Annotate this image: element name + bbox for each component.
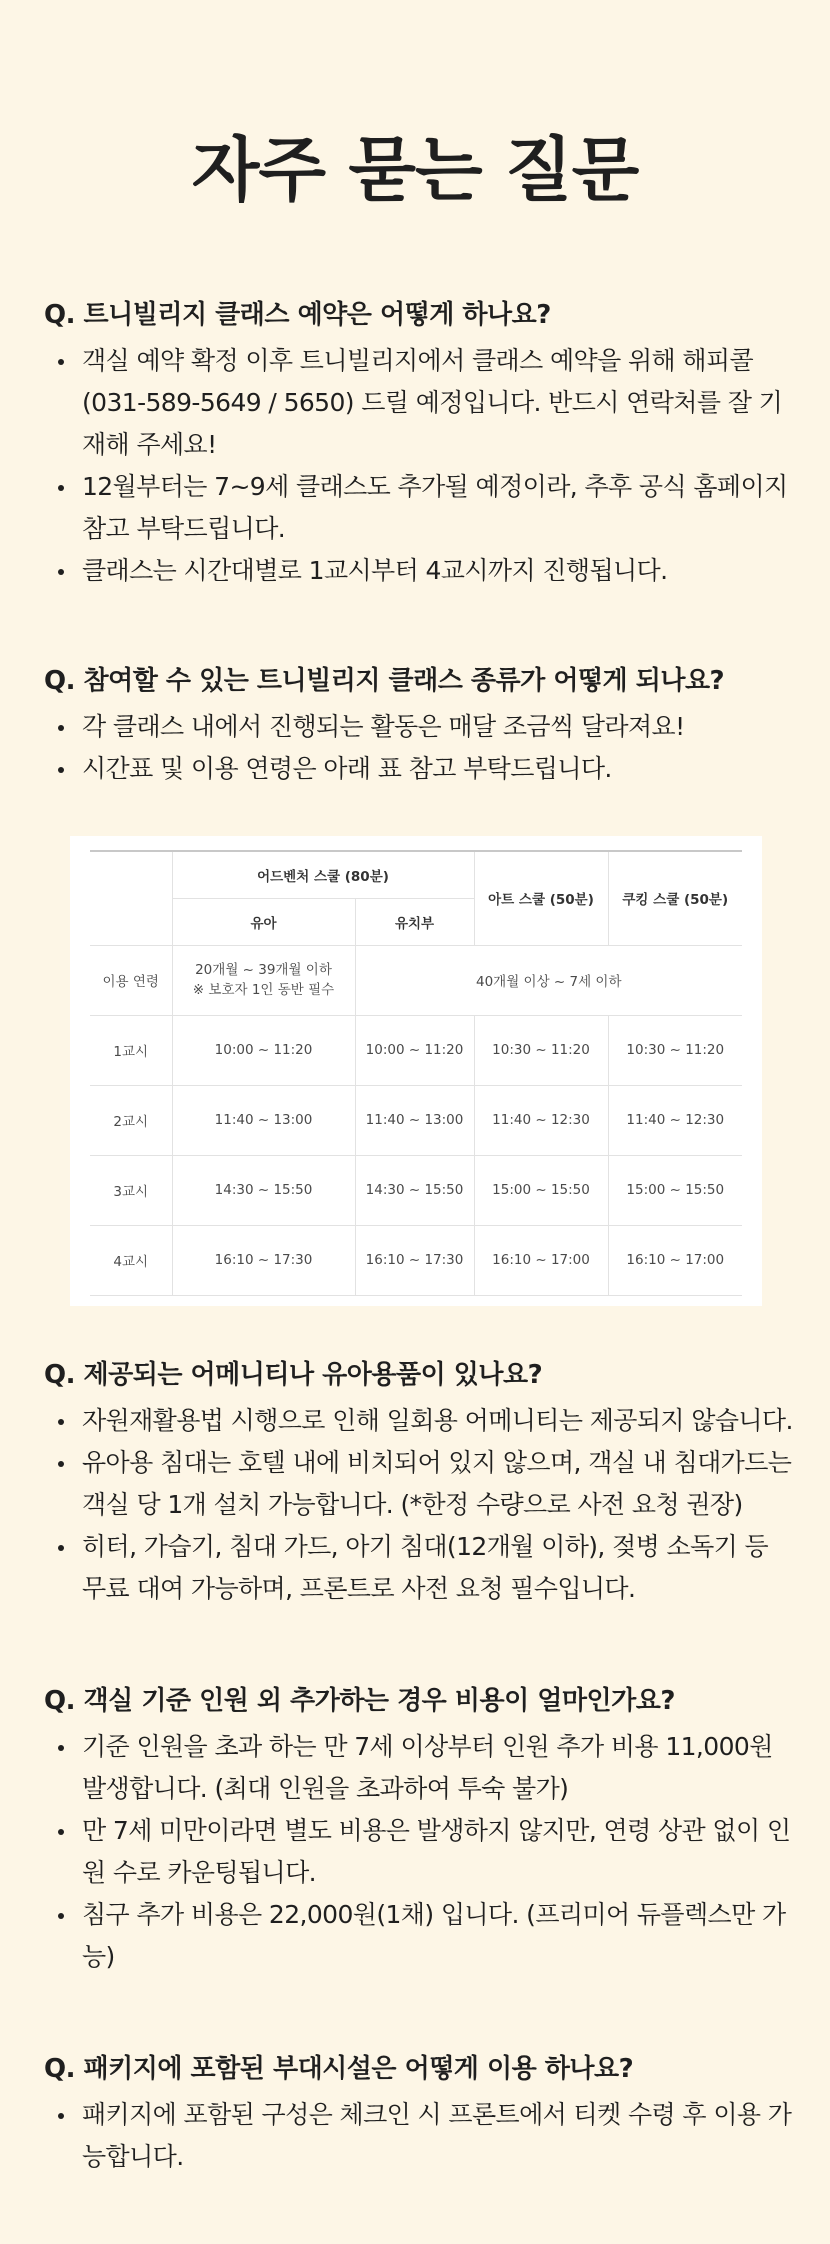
- faq-answer: 패키지에 포함된 구성은 체크인 시 프론트에서 티켓 수령 후 이용 가능합니다.: [44, 2094, 794, 2178]
- faq-answer: 유아용 침대는 호텔 내에 비치되어 있지 않으며, 객실 내 침대가드는 객실 당 1개 설치 가능합니다. (*한정 수량으로 사전 요청 권장): [44, 1442, 794, 1526]
- faq-answer: 기준 인원을 초과 하는 만 7세 이상부터 인원 추가 비용 11,000원 발생합니다. (최대 인원을 초과하여 투숙 불가): [44, 1726, 794, 1810]
- faq-question: Q. 참여할 수 있는 트니빌리지 클래스 종류가 어떻게 되나요?: [44, 666, 725, 696]
- faq-answer: 침구 추가 비용은 22,000원(1채) 입니다. (프리미어 듀플렉스만 가능): [44, 1894, 794, 1978]
- time-cell: 11:40 ~ 13:00: [172, 1085, 355, 1155]
- faq-item-extra-guest-fee: [44, 1680, 794, 1978]
- period-cell: 1교시: [90, 1015, 172, 1085]
- faq-answer: 각 클래스 내에서 진행되는 활동은 매달 조금씩 달라져요!: [44, 706, 794, 748]
- table-row: [90, 1225, 742, 1295]
- time-cell: 14:30 ~ 15:50: [355, 1155, 474, 1225]
- infant-age-note: ※ 보호자 1인 동반 필수: [192, 982, 335, 998]
- period-cell: 3교시: [90, 1155, 172, 1225]
- faq-item-amenities: [44, 1354, 794, 1610]
- time-cell: 16:10 ~ 17:00: [608, 1225, 742, 1295]
- period-cell: 4교시: [90, 1225, 172, 1295]
- faq-answer: 시간표 및 이용 연령은 아래 표 참고 부탁드립니다.: [44, 748, 794, 790]
- faq-item-package-facilities: [44, 2048, 794, 2178]
- time-cell: 14:30 ~ 15:50: [172, 1155, 355, 1225]
- faq-question: Q. 제공되는 어메니티나 유아용품이 있나요?: [44, 1360, 543, 1390]
- time-cell: 11:40 ~ 12:30: [474, 1085, 608, 1155]
- infant-age-range: 20개월 ~ 39개월 이하: [195, 962, 332, 978]
- table-row: [90, 1155, 742, 1225]
- time-cell: 16:10 ~ 17:30: [172, 1225, 355, 1295]
- time-cell: 10:00 ~ 11:20: [172, 1015, 355, 1085]
- faq-item-class-reservation: [44, 294, 794, 592]
- other-age-cell: 40개월 이상 ~ 7세 이하: [355, 945, 742, 1015]
- faq-answer: 히터, 가습기, 침대 가드, 아기 침대(12개월 이하), 젖병 소독기 등 무료 대여 가능하며, 프론트로 사전 요청 필수입니다.: [44, 1526, 794, 1610]
- faq-question: Q. 트니빌리지 클래스 예약은 어떻게 하나요?: [44, 300, 551, 330]
- faq-answer: 객실 예약 확정 이후 트니빌리지에서 클래스 예약을 위해 해피콜 (031-589-5649 / 5650) 드릴 예정입니다. 반드시 연락처를 잘 기재해 주세요!: [44, 340, 794, 466]
- faq-item-class-types: [44, 660, 794, 790]
- header-adventure-school: 어드벤처 스쿨 (80분): [172, 851, 474, 898]
- time-cell: 16:10 ~ 17:00: [474, 1225, 608, 1295]
- header-infant: 유아: [172, 898, 355, 945]
- time-cell: 15:00 ~ 15:50: [608, 1155, 742, 1225]
- time-cell: 10:30 ~ 11:20: [608, 1015, 742, 1085]
- time-cell: 16:10 ~ 17:30: [355, 1225, 474, 1295]
- schedule-table-card: [70, 836, 762, 1306]
- faq-answer-list: [44, 2094, 794, 2178]
- time-cell: 10:30 ~ 11:20: [474, 1015, 608, 1085]
- faq-answer-list: [44, 706, 794, 790]
- faq-question: Q. 객실 기준 인원 외 추가하는 경우 비용이 얼마인가요?: [44, 1686, 675, 1716]
- schedule-table: [90, 850, 742, 1296]
- time-cell: 15:00 ~ 15:50: [474, 1155, 608, 1225]
- table-corner-cell: [90, 851, 172, 945]
- faq-answer-list: [44, 1726, 794, 1978]
- header-kindergarten: 유치부: [355, 898, 474, 945]
- faq-answer: 자원재활용법 시행으로 인해 일회용 어메니티는 제공되지 않습니다.: [44, 1400, 794, 1442]
- table-row: [90, 1015, 742, 1085]
- table-row: [90, 1085, 742, 1155]
- faq-answer: 클래스는 시간대별로 1교시부터 4교시까지 진행됩니다.: [44, 550, 794, 592]
- faq-answer-list: [44, 1400, 794, 1610]
- time-cell: 10:00 ~ 11:20: [355, 1015, 474, 1085]
- age-row-label: 이용 연령: [90, 945, 172, 1015]
- page-title: 자주 묻는 질문: [191, 129, 639, 211]
- period-cell: 2교시: [90, 1085, 172, 1155]
- faq-answer: 12월부터는 7~9세 클래스도 추가될 예정이라, 추후 공식 홈페이지 참고 부탁드립니다.: [44, 466, 794, 550]
- faq-answer-list: [44, 340, 794, 592]
- time-cell: 11:40 ~ 12:30: [608, 1085, 742, 1155]
- time-cell: 11:40 ~ 13:00: [355, 1085, 474, 1155]
- faq-answer: 만 7세 미만이라면 별도 비용은 발생하지 않지만, 연령 상관 없이 인원 수로 카운팅됩니다.: [44, 1810, 794, 1894]
- header-art-school: 아트 스쿨 (50분): [474, 851, 608, 945]
- faq-question: Q. 패키지에 포함된 부대시설은 어떻게 이용 하나요?: [44, 2054, 634, 2084]
- header-cooking-school: 쿠킹 스쿨 (50분): [608, 851, 742, 945]
- infant-age-cell: [172, 945, 355, 1015]
